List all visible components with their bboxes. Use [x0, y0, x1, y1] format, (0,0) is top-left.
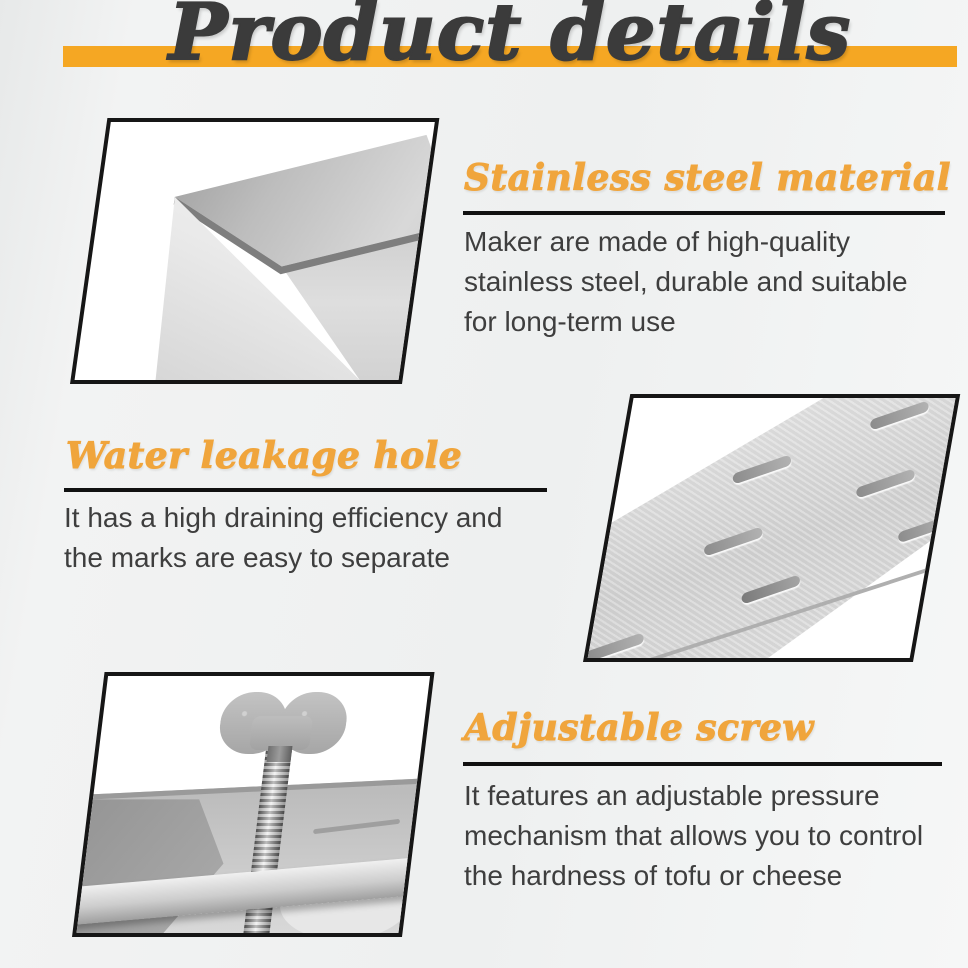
section-heading-stainless-steel: Stainless steel material [464, 157, 951, 199]
body-line: the marks are easy to separate [64, 542, 450, 573]
section-heading-adjustable-screw: Adjustable screw [464, 707, 814, 749]
section-body-stainless-steel [464, 222, 908, 342]
section-body-adjustable-screw [464, 776, 923, 896]
section-divider [463, 211, 945, 215]
section-divider [463, 762, 942, 766]
adjustable-screw-wing-nut-photo [72, 672, 435, 937]
body-line: stainless steel, durable and suitable [464, 266, 908, 297]
body-line: mechanism that allows you to control [464, 820, 924, 851]
body-line: the hardness of tofu or cheese [464, 860, 843, 891]
body-line: It features an adjustable pressure [464, 780, 880, 811]
section-heading-water-leakage: Water leakage hole [66, 435, 463, 477]
wing-nut-collar [266, 746, 292, 762]
page-title: Product details [168, 0, 852, 78]
body-line: for long-term use [464, 306, 676, 337]
stainless-steel-box-corner-photo [70, 118, 439, 384]
wing-nut-center [249, 716, 313, 750]
body-line: Maker are made of high-quality [464, 226, 850, 257]
section-body-water-leakage [64, 498, 502, 578]
section-divider [64, 488, 547, 492]
perforated-drain-plate-photo [583, 394, 960, 662]
body-line: It has a high draining efficiency and [64, 502, 503, 533]
